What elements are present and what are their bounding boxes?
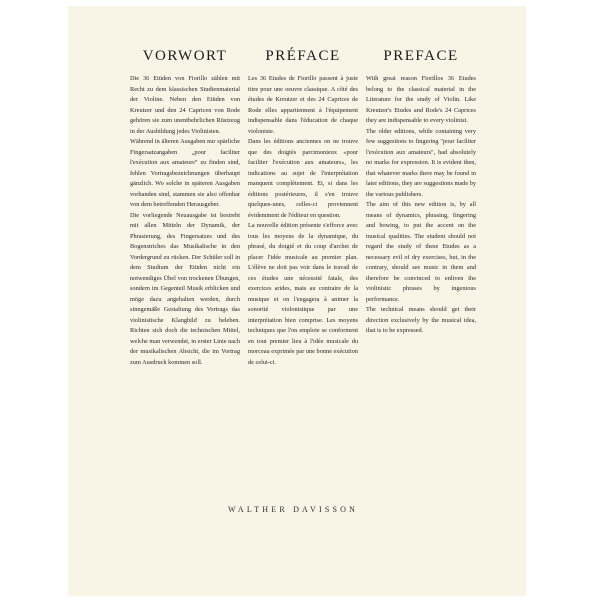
heading-vorwort: VORWORT: [142, 48, 228, 64]
paragraph: Dans les éditions anciennes on ne trouve que des doigtés parcimonieux «pour faciliter l'exécution aux amateurs», les indications au sujet de l'interprétation manquent complètement. Et, si dans les éditions postérieures, il s'en trouve quelques-unes, celles-ci proviennent évidemment de l'éditeur en question.: [248, 138, 358, 219]
french-text: [248, 74, 358, 368]
paragraph: Die 36 Etüden von Fiorillo zählen mit Recht zu dem klassischen Studienmaterial der Violine. Neben den Etüden von Kreutzer und den 24 Capricen von Rode gehören sie zum unentbehrlichen Rüstzeug in der Ausbildung jedes Violinisten.: [130, 75, 240, 135]
signature-author: WALTHER DAVISSON: [228, 505, 359, 514]
preface-page: [68, 6, 526, 596]
column-french: [248, 48, 358, 368]
column-german: [130, 48, 240, 368]
heading-preface-english: PREFACE: [383, 48, 459, 64]
paragraph: Les 36 Etudes de Fiorillo passent à juste titre pour une oeuvre classique. A côté des études de Kreutzer et des 24 Caprices de Rode elles appartiennent à l'équipement indispensable dans l'éducation de chaque violoniste.: [248, 75, 358, 135]
paragraph: The older editions, while containing very few suggestions to fingering "pour faciliter l'exécution aux amateurs", had absolutely no marks for expression. It is evident then, that whatever marks there may be found in later editions, they are suggestions made by the various publishers.: [366, 127, 476, 198]
paragraph: The aim of this new edition is, by all means of dynamics, phrasing, fingering and bowing, to put the accent on the musical qualities. The student should not regard the study of these Etudes as a necessary evil of dry exercises, but, in the contrary, should see music in them and therefore be convinced to enliven the violinistic phrases by ingenious performance.: [366, 201, 476, 303]
german-text: [130, 74, 240, 368]
paragraph: The technical means should get their direction exclusively by the musical idea, that is to be expressed.: [366, 306, 476, 334]
column-english: [366, 48, 476, 337]
paragraph: Während in älteren Ausgaben nur spärliche Fingersatzangaben „pour faciliter l'exécution aux amateurs“ zu finden sind, fehlen Vortragsbezeichnungen überhaupt gänzlich. Wo solche in späteren Ausgaben vorhanden sind, stammen sie also offenbar von dem betreffenden Herausgeber.: [130, 138, 240, 208]
paragraph: With great reason Fiorillos 36 Etudes belong to the classical material in the Literature for the study of Violin. Like Kreutzer's Etudes and Rode's 24 Caprices they are indispensable to every violinist.: [366, 75, 476, 124]
heading-preface-french: PRÉFACE: [265, 48, 341, 64]
paragraph: Die vorliegende Neuausgabe ist bestrebt mit allen Mitteln der Dynamik, der Phrasierung, des Fingersatzes und des Bogenstriches das Musikalische in den Vordergrund zu rücken. Der Schüler soll in dem Studium der Etüden nicht ein notwendiges Übel von trockenen Übungen, sondern im Gegenteil Musik erblicken und möge dazu angehalten werden, durch sinngemäße Gestaltung des Vortrags das violinistische Klangbild zu beleben. Richten sich doch die technischen Mittel, welche man verwendet, in erster Linie nach der musikalischen Absicht, die im Vortrag zum Ausdruck kommen soll.: [130, 211, 240, 366]
paragraph: La nouvelle édition présente s'efforce avec tous les moyens de la dynamique, du phrasé, du doigté et du coup d'archet de placer l'idée musicale au premier plan. L'élève ne doit pas voir dans le travail de ces études une nécessité fatale, des exercices arides, mais au contraire de la musique et on l'engagera à animer la sonorité violonistique par une interprétation bien comprise. Les moyens techniques que l'on emploie se conforment en tout premier lieu à l'idée musicale du morceau exprimée par une bonne exécution de celui-ci.: [248, 222, 358, 366]
english-text: [366, 74, 476, 337]
